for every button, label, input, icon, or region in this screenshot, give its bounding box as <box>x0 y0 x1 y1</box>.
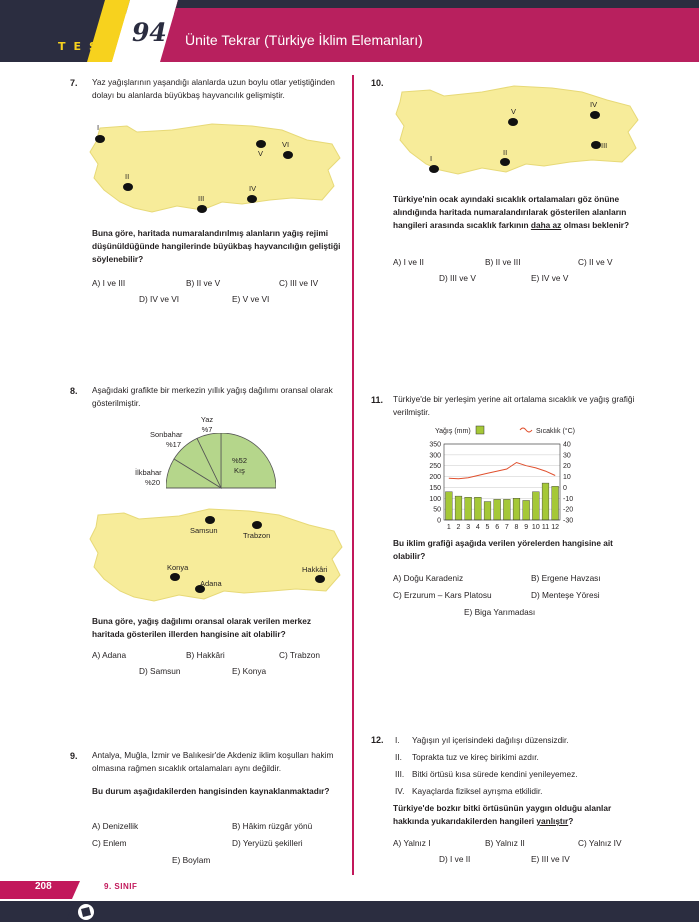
precipitation-bar <box>532 492 539 520</box>
legend-yagis-label: Yağış (mm) <box>435 428 471 435</box>
question-9-number: 9. <box>70 751 78 761</box>
precipitation-bar <box>552 486 559 520</box>
q7-option-d[interactable]: D) IV ve VI <box>139 294 180 304</box>
city-marker-konya <box>170 573 180 581</box>
precipitation-bar <box>474 497 481 520</box>
legend-sicaklik-swatch <box>520 428 532 432</box>
map-marker <box>123 183 133 191</box>
q8-option-e[interactable]: E) Konya <box>232 666 267 676</box>
question-7-stem: Yaz yağışlarının yaşandığı alanlarda uzun boylu otlar yetiştiğinden dolayı bu alanlarda büyükbaş hayvancılık gelişmiştir. <box>92 77 335 100</box>
left-tick-label: 200 <box>429 474 441 482</box>
month-label: 9 <box>524 524 529 531</box>
map-marker <box>197 205 207 213</box>
right-tick-label: -10 <box>563 495 574 503</box>
city-label-adana: Adana <box>200 579 222 588</box>
question-11-number: 11. <box>371 395 384 405</box>
pie-label-sonbahar: Sonbahar <box>150 430 183 439</box>
q12-item-text: Bitki örtüsü kısa sürede kendini yenileyemez. <box>412 769 578 779</box>
q9-option-e[interactable]: E) Boylam <box>172 855 211 865</box>
map-label-V: V <box>258 149 264 158</box>
q10-option-b[interactable]: B) II ve III <box>485 257 521 267</box>
city-label-trabzon: Trabzon <box>243 531 271 540</box>
left-tick-label: 300 <box>429 452 441 460</box>
q8-option-a[interactable]: A) Adana <box>92 650 127 660</box>
question-8-text: Buna göre, yağış dağılımı oransal olarak verilen merkez haritada gösterilen illerden hangisine ait olabilir? <box>92 616 312 639</box>
month-label: 5 <box>485 524 490 531</box>
q9-option-a[interactable]: A) Denizellik <box>92 821 139 831</box>
city-marker-trabzon <box>252 521 262 529</box>
question-9-text: Bu durum aşağıdakilerden hangisinden kaynaklanmaktadır? <box>92 786 330 796</box>
left-tick-label: 100 <box>429 495 441 503</box>
q12-item-num: III. <box>395 769 405 779</box>
precipitation-bar <box>513 498 520 520</box>
q12-item-text: Yağışın yıl içerisindeki dağılışı düzensizdir. <box>412 735 569 745</box>
city-label-hakkari: Hakkâri <box>302 565 328 574</box>
precipitation-bar <box>484 502 491 520</box>
turkey-map-q10 <box>392 80 642 180</box>
q11-option-b[interactable]: B) Ergene Havzası <box>531 573 601 583</box>
q12-option-a[interactable]: A) Yalnız I <box>393 838 431 848</box>
map-label-I: I <box>430 154 433 163</box>
q12-item-num: II. <box>395 752 402 762</box>
city-marker-hakkari <box>315 575 325 583</box>
precipitation-bar <box>494 499 501 520</box>
climate-chart <box>420 425 590 531</box>
grade-label: 9. SINIF <box>104 882 138 891</box>
question-8-number: 8. <box>70 386 78 396</box>
right-tick-label: -20 <box>563 506 574 514</box>
q8-option-d[interactable]: D) Samsun <box>139 666 181 676</box>
map-label-III: III <box>601 141 608 150</box>
city-label-konya: Konya <box>167 563 189 572</box>
question-10-number: 10. <box>371 78 384 88</box>
precipitation-bar <box>523 500 530 520</box>
map-marker <box>591 141 601 149</box>
question-7-number: 7. <box>70 78 78 88</box>
q12-option-e[interactable]: E) III ve IV <box>531 854 570 864</box>
question-9-stem: Antalya, Muğla, İzmir ve Balıkesir'de Akdeniz iklim koşulları hakim olmasına rağmen sıcaklık ortalamaları aynı değildir. <box>92 750 334 773</box>
map-marker <box>95 135 105 143</box>
map-marker <box>590 111 600 119</box>
map-label-II: II <box>503 148 508 157</box>
map-marker <box>508 118 518 126</box>
map-marker <box>500 158 510 166</box>
pie-pct-kis: %52 <box>232 456 248 465</box>
question-11-stem: Türkiye'de bir yerleşim yerine ait ortalama sıcaklık ve yağış grafiği verilmiştir. <box>393 394 635 417</box>
legend-sicaklik-label: Sıcaklık (°C) <box>536 428 575 435</box>
page-number: 208 <box>35 881 52 892</box>
right-tick-label: 40 <box>563 441 571 449</box>
right-tick-label: 30 <box>563 452 571 460</box>
test-label: TEST <box>58 40 121 53</box>
month-label: 4 <box>475 524 480 531</box>
page-title: Ünite Tekrar (Türkiye İklim Elemanları) <box>185 32 423 48</box>
map-marker <box>256 140 266 148</box>
map-label-II: II <box>125 172 130 181</box>
question-8-stem: Aşağıdaki grafikte bir merkezin yıllık yağış dağılımı oransal olarak gösterilmiştir. <box>92 385 333 408</box>
city-marker-samsun <box>205 516 215 524</box>
turkey-map-q8 <box>84 503 346 609</box>
map-label-III: III <box>198 194 205 203</box>
right-tick-label: 20 <box>563 463 571 471</box>
q12-option-b[interactable]: B) Yalnız II <box>485 838 525 848</box>
q7-option-a[interactable]: A) I ve III <box>92 278 126 288</box>
map-marker <box>283 151 293 159</box>
q10-option-c[interactable]: C) II ve V <box>578 257 613 267</box>
month-label: 1 <box>446 524 451 531</box>
month-label: 10 <box>531 524 540 531</box>
q11-option-a[interactable]: A) Doğu Karadeniz <box>393 573 464 583</box>
precipitation-bar <box>503 499 510 520</box>
map-label-I: I <box>97 123 100 132</box>
precipitation-bar <box>455 496 462 520</box>
turkey-map-q7 <box>82 118 342 220</box>
month-label: 12 <box>551 524 560 531</box>
left-tick-label: 150 <box>429 484 441 492</box>
month-label: 11 <box>541 524 550 531</box>
right-tick-label: -30 <box>563 517 574 525</box>
q8-option-b[interactable]: B) Hakkâri <box>186 650 225 660</box>
q9-option-c[interactable]: C) Enlem <box>92 838 127 848</box>
column-divider <box>352 75 354 875</box>
q10-option-d[interactable]: D) III ve V <box>439 273 476 283</box>
map-marker <box>429 165 439 173</box>
left-tick-label: 0 <box>437 517 441 525</box>
q8-option-c[interactable]: C) Trabzon <box>279 650 321 660</box>
pie-label-yaz: Yaz <box>200 415 214 424</box>
pie-pct-ilkbahar: %20 <box>145 478 161 487</box>
pie-pct-yaz: %7 <box>201 425 213 434</box>
left-tick-label: 250 <box>429 463 441 471</box>
pie-pct-sonbahar: %17 <box>166 440 182 449</box>
map-label-IV: IV <box>590 100 598 109</box>
map-label-IV: IV <box>249 184 257 193</box>
q12-item-text: Toprakta tuz ve kireç birikimi azdır. <box>412 752 539 762</box>
question-7-text: Buna göre, haritada numaralandırılmış alanların yağış rejimi düşünüldüğünde hangilerinde büyükbaş hayvancılığın geliştiği söylenebilir? <box>92 228 341 264</box>
pie-label-ilkbahar: İlkbahar <box>135 468 162 477</box>
pie-label-kis: Kış <box>234 466 245 475</box>
q12-item-text: Kayaçlarda fiziksel ayrışma etkilidir. <box>412 786 543 796</box>
month-label: 2 <box>456 524 461 531</box>
precipitation-bar <box>445 492 452 520</box>
q7-option-e[interactable]: E) V ve VI <box>232 294 270 304</box>
q12-option-c[interactable]: C) Yalnız IV <box>578 838 622 848</box>
temperature-line <box>449 463 555 479</box>
map-label-VI: VI <box>282 140 290 149</box>
month-label: 7 <box>504 524 509 531</box>
q7-option-c[interactable]: C) III ve IV <box>279 278 319 288</box>
city-label-samsun: Samsun <box>190 526 218 535</box>
month-label: 6 <box>495 524 500 531</box>
question-12-text: Türkiye'de bozkır bitki örtüsünün yaygın olduğu alanlar hakkında yukarıdakilerden hangileri yanlıştır? <box>393 803 612 826</box>
q9-option-d[interactable]: D) Yeryüzü şekilleri <box>232 838 303 848</box>
q10-option-e[interactable]: E) IV ve V <box>531 273 569 283</box>
q9-option-b[interactable]: B) Hâkim rüzgâr yönü <box>232 821 313 831</box>
question-11-text: Bu iklim grafiği aşağıda verilen yörelerden hangisine ait olabilir? <box>393 538 613 561</box>
q12-item-num: IV. <box>395 786 405 796</box>
q11-option-d[interactable]: D) Menteşe Yöresi <box>531 590 600 600</box>
pie-chart-semicircle <box>166 433 276 491</box>
test-number: 94 <box>132 18 167 47</box>
q12-item-num: I. <box>395 735 400 745</box>
q11-option-c[interactable]: C) Erzurum – Kars Platosu <box>393 590 492 600</box>
left-tick-label: 350 <box>429 441 441 449</box>
right-tick-label: 10 <box>563 474 571 482</box>
q10-option-a[interactable]: A) I ve II <box>393 257 424 267</box>
month-label: 8 <box>514 524 519 531</box>
precipitation-bar <box>542 483 549 520</box>
precipitation-bar <box>465 497 472 520</box>
q12-option-d[interactable]: D) I ve II <box>439 854 471 864</box>
map-label-V: V <box>511 107 517 116</box>
q11-option-e[interactable]: E) Biga Yarımadası <box>464 607 536 617</box>
question-10-text: Türkiye'nin ocak ayındaki sıcaklık ortalamaları göz önüne alındığında haritada numaralandırılarak gösterilen alanların hangileri arasında sıcaklık farkının daha az olması beklenir? <box>393 194 630 230</box>
map-marker <box>247 195 257 203</box>
month-label: 3 <box>466 524 471 531</box>
question-12-number: 12. <box>371 735 384 745</box>
left-tick-label: 50 <box>433 506 441 514</box>
right-tick-label: 0 <box>563 484 567 492</box>
legend-yagis-swatch <box>476 426 484 434</box>
q7-option-b[interactable]: B) II ve V <box>186 278 221 288</box>
